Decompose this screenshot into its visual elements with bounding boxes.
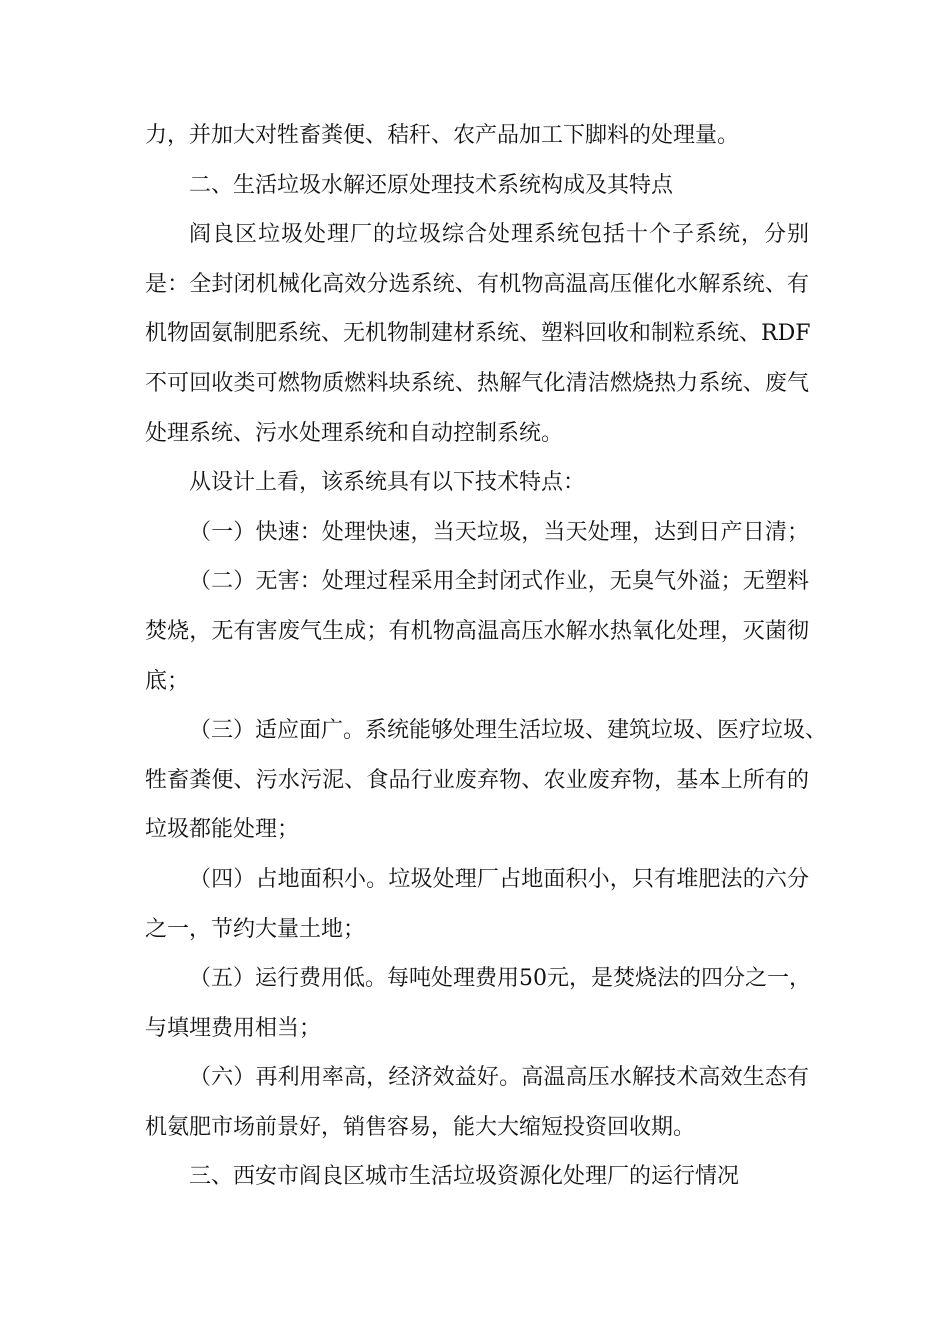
- document-body: [145, 116, 828, 1207]
- feature-item-two: （二）无害：处理过程采用全封闭式作业，无臭气外溢；无塑料: [189, 569, 809, 595]
- text-line: 垃圾都能处理；: [145, 817, 300, 843]
- feature-item-one: （一）快速：处理快速，当天垃圾，当天处理，达到日产日清；: [189, 519, 809, 545]
- section-heading-three: 三、西安市阎良区城市生活垃圾资源化处理厂的运行情况: [189, 1164, 740, 1190]
- text-line: 机物固氨制肥系统、无机物制建材系统、塑料回收和制粒系统、RDF: [145, 321, 811, 347]
- text-line: 机氨肥市场前景好，销售容易，能大大缩短投资回收期。: [145, 1114, 696, 1140]
- text-line: 之一，节约大量土地；: [145, 916, 366, 942]
- text-line: 是：全封闭机械化高效分选系统、有机物高温高压催化水解系统、有: [145, 271, 809, 297]
- text-line: 从设计上看，该系统具有以下技术特点：: [189, 470, 586, 496]
- feature-item-three: （三）适应面广。系统能够处理生活垃圾、建筑垃圾、医疗垃圾、: [189, 718, 828, 744]
- text-line: 焚烧，无有害废气生成；有机物高温高压水解水热氧化处理，灭菌彻: [145, 618, 809, 644]
- text-line: 阎良区垃圾处理厂的垃圾综合处理系统包括十个子系统，分别: [189, 222, 809, 248]
- feature-item-four: （四）占地面积小。垃圾处理厂占地面积小，只有堆肥法的六分: [189, 866, 809, 892]
- text-line: 与填埋费用相当；: [145, 1015, 322, 1041]
- text-line: 底；: [145, 668, 190, 694]
- section-heading-two: 二、生活垃圾水解还原处理技术系统构成及其特点: [189, 172, 674, 198]
- text-line: 处理系统、污水处理系统和自动控制系统。: [145, 420, 564, 446]
- text-line: 牲畜粪便、污水污泥、食品行业废弃物、农业废弃物，基本上所有的: [145, 767, 809, 793]
- feature-item-five: （五）运行费用低。每吨处理费用50元，是焚烧法的四分之一，: [189, 966, 811, 992]
- text-line: 不可回收类可燃物质燃料块系统、热解气化清洁燃烧热力系统、废气: [145, 370, 809, 396]
- feature-item-six: （六）再利用率高，经济效益好。高温高压水解技术高效生态有: [189, 1065, 809, 1091]
- text-line: 力，并加大对牲畜粪便、秸秆、农产品加工下脚料的处理量。: [145, 123, 740, 148]
